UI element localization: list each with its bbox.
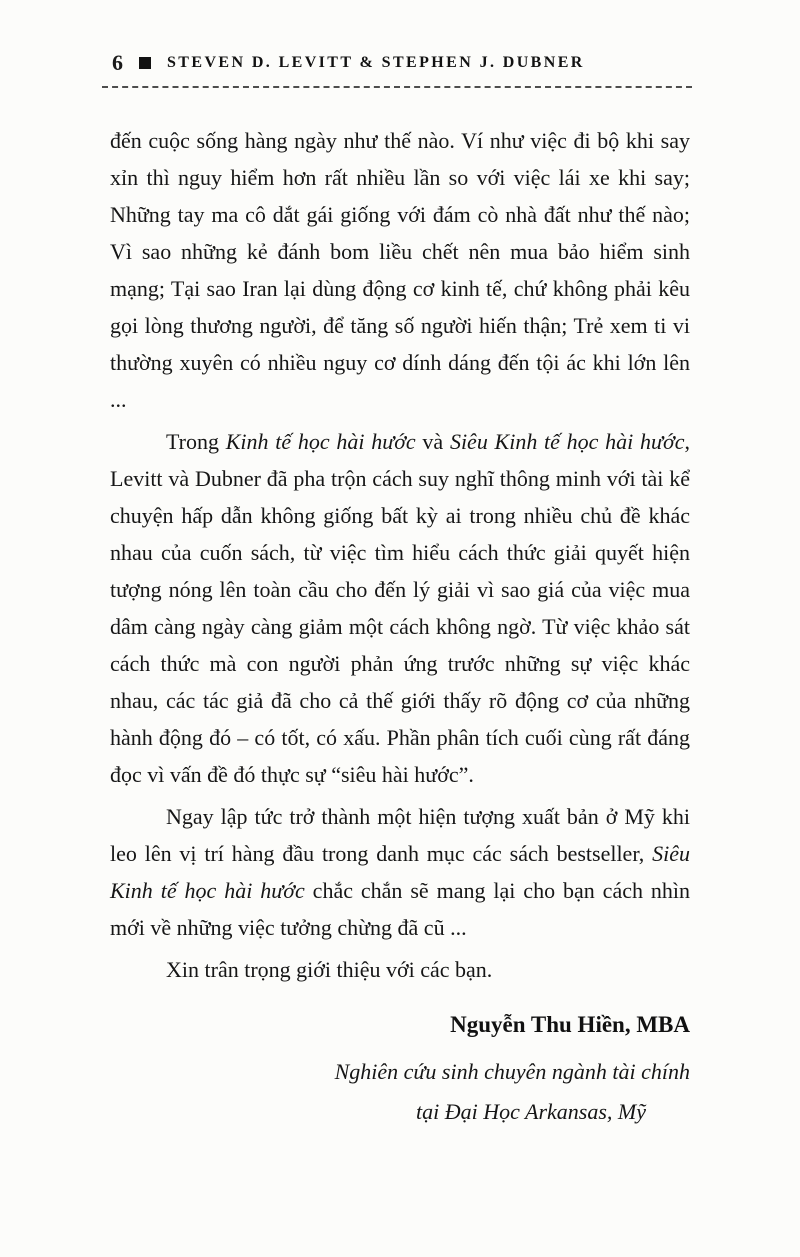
text-segment: Ngay lập tức trở thành một hiện tượng xuất bản ở Mỹ khi leo lên vị trí hàng đầu trong danh mục các sách bestseller, [110,804,690,866]
text-segment: Xin trân trọng giới thiệu với các bạn. [166,957,493,982]
signature-title-line1: Nghiên cứu sinh chuyên ngành tài chính [334,1059,690,1084]
book-title-italic: Siêu Kinh tế học hài hước [110,841,690,903]
book-title-italic: Kinh tế học hài hước [225,429,416,454]
text-segment: và [415,429,450,454]
text-segment: chắc chắn sẽ mang lại cho bạn cách nhìn mới về những việc tưởng chừng đã cũ ... [110,878,691,940]
page-number: 6 [112,50,123,75]
body-paragraphs [110,122,690,988]
book-title-italic: Siêu Kinh tế học hài hước [449,429,685,454]
text-segment: Trong [166,429,226,454]
signature-title-line2: tại Đại Học Arkansas, Mỹ [416,1099,646,1124]
signature-block [110,1012,690,1132]
signature-name: Nguyễn Thu Hiền, MBA [450,1012,690,1037]
page-body [110,122,690,1132]
text-segment: , Levitt và Dubner đã pha trộn cách suy nghĩ thông minh với tài kể chuyện hấp dẫn không giống bất kỳ ai trong nhiều chủ đề khác nhau của cuốn sách, từ việc tìm hiểu cách thức giải quyết hiện tượng nóng lên toàn cầu cho đến lý giải vì sao giá của việc mua dâm càng ngày càng giảm một cách không ngờ. Từ việc khảo sát cách thức mà con người phản ứng trước những sự việc khác nhau, các tác giả đã cho cả thế giới thấy rõ động cơ của những hành động đó – có tốt, có xấu. Phần phân tích cuối cùng rất đáng đọc vì vấn đề đó thực sự “siêu hài hước”. [110,429,691,787]
square-bullet-icon [139,57,151,69]
page-header [110,50,690,76]
paragraph [110,423,690,793]
dashed-divider [102,86,692,88]
text-segment: đến cuộc sống hàng ngày như thế nào. Ví như việc đi bộ khi say xỉn thì nguy hiểm hơn rất nhiều lần so với việc lái xe khi say; Những tay ma cô dắt gái giống với đám cò nhà đất như thế nào; Vì sao những kẻ đánh bom liều chết nên mua bảo hiểm sinh mạng; Tại sao Iran lại dùng động cơ kinh tế, chứ không phải kêu gọi lòng thương người, để tăng số người hiến thận; Trẻ xem ti vi thường xuyên có nhiều nguy cơ dính dáng đến tội ác khi lớn lên ... [110,128,690,412]
running-head-authors: STEVEN D. LEVITT & STEPHEN J. DUBNER [167,54,585,71]
paragraph [110,122,690,418]
paragraph [110,951,690,988]
paragraph [110,798,690,946]
